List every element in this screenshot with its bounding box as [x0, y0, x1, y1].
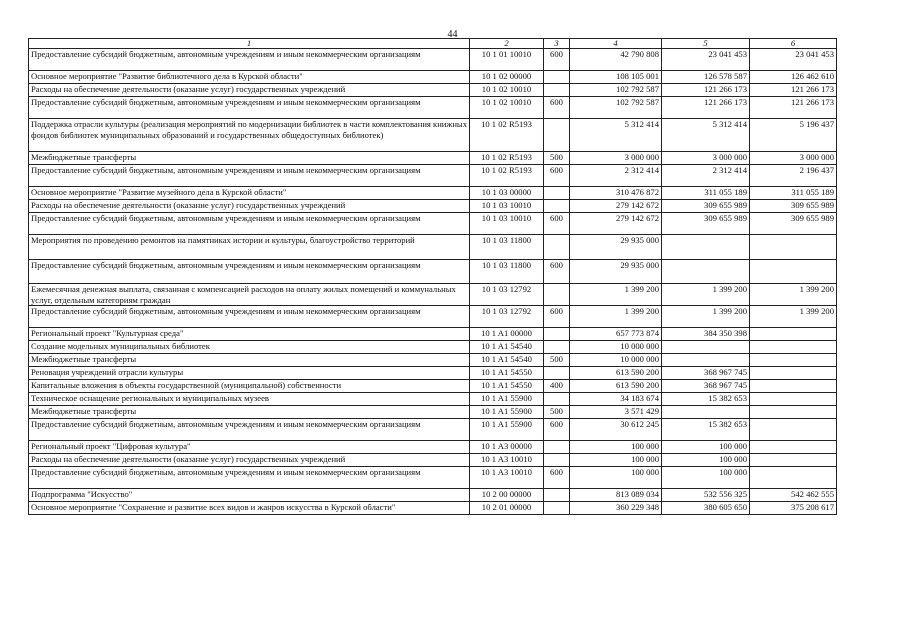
- row-value-1-cell: 5 312 414: [570, 119, 662, 152]
- row-name-cell: Межбюджетные трансферты: [29, 354, 470, 367]
- row-value-2-cell: 121 266 173: [662, 84, 750, 97]
- header-cell: 6: [750, 39, 837, 49]
- row-type-cell: [544, 441, 570, 454]
- table-row: [29, 306, 837, 328]
- row-type-cell: [544, 119, 570, 152]
- row-value-2-cell: 126 578 587: [662, 71, 750, 84]
- row-code-cell: 10 1 02 R5193: [470, 152, 544, 165]
- row-code-cell: 10 1 03 10010: [470, 213, 544, 235]
- row-value-2-cell: [662, 406, 750, 419]
- table-row: [29, 200, 837, 213]
- row-name-cell: Предоставление субсидий бюджетным, автономным учреждениям и иным некоммерческим организациям: [29, 306, 470, 328]
- row-code-cell: 10 1 02 R5193: [470, 165, 544, 187]
- row-code-cell: 10 2 01 00000: [470, 502, 544, 515]
- table-row: [29, 367, 837, 380]
- row-value-1-cell: 100 000: [570, 454, 662, 467]
- row-name-cell: Основное мероприятие "Развитие музейного дела в Курской области": [29, 187, 470, 200]
- row-code-cell: 10 1 A1 55900: [470, 419, 544, 441]
- row-value-2-cell: 532 556 325: [662, 489, 750, 502]
- row-value-2-cell: 1 399 200: [662, 284, 750, 306]
- row-value-3-cell: 2 196 437: [750, 165, 837, 187]
- row-name-cell: Предоставление субсидий бюджетным, автономным учреждениям и иным некоммерческим организациям: [29, 165, 470, 187]
- row-value-2-cell: 100 000: [662, 441, 750, 454]
- table-body: [29, 49, 837, 515]
- row-type-cell: 600: [544, 49, 570, 71]
- row-value-3-cell: [750, 441, 837, 454]
- table-row: [29, 119, 837, 152]
- row-type-cell: 600: [544, 306, 570, 328]
- row-value-3-cell: [750, 467, 837, 489]
- row-value-3-cell: 309 655 989: [750, 200, 837, 213]
- row-value-3-cell: 23 041 453: [750, 49, 837, 71]
- row-value-3-cell: 542 462 555: [750, 489, 837, 502]
- row-value-2-cell: [662, 354, 750, 367]
- row-value-1-cell: 1 399 200: [570, 306, 662, 328]
- header-cell: 5: [662, 39, 750, 49]
- header-cell: 3: [544, 39, 570, 49]
- row-name-cell: Ежемесячная денежная выплата, связанная с компенсацией расходов на оплату жилых помещений и коммунальных услуг, отдельным категориям граждан: [29, 284, 470, 306]
- table-row: [29, 213, 837, 235]
- row-value-2-cell: 2 312 414: [662, 165, 750, 187]
- row-name-cell: Предоставление субсидий бюджетным, автономным учреждениям и иным некоммерческим организациям: [29, 49, 470, 71]
- row-code-cell: 10 1 02 10010: [470, 97, 544, 119]
- row-value-1-cell: 279 142 672: [570, 213, 662, 235]
- row-value-2-cell: [662, 341, 750, 354]
- row-value-3-cell: [750, 367, 837, 380]
- row-value-3-cell: [750, 380, 837, 393]
- table-row: [29, 406, 837, 419]
- row-value-3-cell: 3 000 000: [750, 152, 837, 165]
- row-value-1-cell: 1 399 200: [570, 284, 662, 306]
- row-name-cell: Мероприятия по проведению ремонтов на памятниках истории и культуры, благоустройство территорий: [29, 235, 470, 260]
- row-code-cell: 10 1 A3 10010: [470, 467, 544, 489]
- row-value-1-cell: 310 476 872: [570, 187, 662, 200]
- row-name-cell: Предоставление субсидий бюджетным, автономным учреждениям и иным некоммерческим организациям: [29, 213, 470, 235]
- table-row: [29, 71, 837, 84]
- row-code-cell: 10 1 03 12792: [470, 306, 544, 328]
- row-value-3-cell: 309 655 989: [750, 213, 837, 235]
- row-value-1-cell: 29 935 000: [570, 235, 662, 260]
- row-value-2-cell: 100 000: [662, 467, 750, 489]
- row-value-1-cell: 108 105 001: [570, 71, 662, 84]
- row-code-cell: 10 1 03 10010: [470, 200, 544, 213]
- row-value-2-cell: [662, 260, 750, 284]
- row-value-3-cell: [750, 328, 837, 341]
- row-value-1-cell: 360 229 348: [570, 502, 662, 515]
- row-value-2-cell: 368 967 745: [662, 367, 750, 380]
- row-value-1-cell: 613 590 200: [570, 380, 662, 393]
- table-row: [29, 467, 837, 489]
- row-value-1-cell: 30 612 245: [570, 419, 662, 441]
- row-value-1-cell: 100 000: [570, 467, 662, 489]
- row-name-cell: Межбюджетные трансферты: [29, 406, 470, 419]
- row-value-1-cell: 813 089 034: [570, 489, 662, 502]
- row-value-2-cell: 380 605 650: [662, 502, 750, 515]
- row-type-cell: [544, 71, 570, 84]
- row-value-1-cell: 34 183 674: [570, 393, 662, 406]
- row-type-cell: 400: [544, 380, 570, 393]
- row-code-cell: 10 1 A1 54550: [470, 380, 544, 393]
- row-value-2-cell: 1 399 200: [662, 306, 750, 328]
- row-code-cell: 10 1 02 10010: [470, 84, 544, 97]
- table-row: [29, 235, 837, 260]
- row-value-2-cell: 384 350 398: [662, 328, 750, 341]
- table-row: [29, 97, 837, 119]
- row-value-3-cell: [750, 419, 837, 441]
- row-code-cell: 10 2 00 00000: [470, 489, 544, 502]
- row-value-2-cell: 121 266 173: [662, 97, 750, 119]
- row-value-1-cell: 102 792 587: [570, 84, 662, 97]
- row-name-cell: Региональный проект "Цифровая культура": [29, 441, 470, 454]
- row-value-2-cell: [662, 235, 750, 260]
- header-cell: 2: [470, 39, 544, 49]
- row-code-cell: 10 1 A1 55900: [470, 406, 544, 419]
- table-row: [29, 260, 837, 284]
- row-code-cell: 10 1 01 10010: [470, 49, 544, 71]
- row-name-cell: Предоставление субсидий бюджетным, автономным учреждениям и иным некоммерческим организациям: [29, 260, 470, 284]
- row-value-3-cell: 121 266 173: [750, 84, 837, 97]
- row-value-1-cell: 3 571 429: [570, 406, 662, 419]
- table-row: [29, 502, 837, 515]
- row-type-cell: [544, 502, 570, 515]
- row-name-cell: Реновация учреждений отрасли культуры: [29, 367, 470, 380]
- row-code-cell: 10 1 A1 54540: [470, 354, 544, 367]
- row-code-cell: 10 1 03 11800: [470, 260, 544, 284]
- row-code-cell: 10 1 03 00000: [470, 187, 544, 200]
- row-value-3-cell: 1 399 200: [750, 284, 837, 306]
- row-value-3-cell: 1 399 200: [750, 306, 837, 328]
- row-type-cell: 600: [544, 165, 570, 187]
- row-name-cell: Межбюджетные трансферты: [29, 152, 470, 165]
- row-value-1-cell: 657 773 874: [570, 328, 662, 341]
- row-type-cell: 500: [544, 406, 570, 419]
- row-value-2-cell: 15 382 653: [662, 419, 750, 441]
- row-value-3-cell: 5 196 437: [750, 119, 837, 152]
- table-row: [29, 341, 837, 354]
- row-value-2-cell: 23 041 453: [662, 49, 750, 71]
- row-value-3-cell: [750, 393, 837, 406]
- row-value-2-cell: 309 655 989: [662, 213, 750, 235]
- row-type-cell: [544, 489, 570, 502]
- row-name-cell: Основное мероприятие "Сохранение и развитие всех видов и жанров искусства в Курской области": [29, 502, 470, 515]
- row-value-2-cell: 100 000: [662, 454, 750, 467]
- row-value-3-cell: 126 462 610: [750, 71, 837, 84]
- row-value-2-cell: 5 312 414: [662, 119, 750, 152]
- row-name-cell: Предоставление субсидий бюджетным, автономным учреждениям и иным некоммерческим организациям: [29, 419, 470, 441]
- row-code-cell: 10 1 03 12792: [470, 284, 544, 306]
- row-value-1-cell: 3 000 000: [570, 152, 662, 165]
- row-type-cell: [544, 454, 570, 467]
- row-name-cell: Поддержка отрасли культуры (реализация мероприятий по модернизации библиотек в части комплектования книжных фондов библиотек муниципальных образований и государственных общедоступных библиотек): [29, 119, 470, 152]
- row-name-cell: Подпрограмма "Искусство": [29, 489, 470, 502]
- table-row: [29, 187, 837, 200]
- row-type-cell: 500: [544, 354, 570, 367]
- row-code-cell: 10 1 02 00000: [470, 71, 544, 84]
- row-code-cell: 10 1 A1 54550: [470, 367, 544, 380]
- row-name-cell: Расходы на обеспечение деятельности (оказание услуг) государственных учреждений: [29, 200, 470, 213]
- row-value-1-cell: 102 792 587: [570, 97, 662, 119]
- row-type-cell: [544, 328, 570, 341]
- row-value-2-cell: 309 655 989: [662, 200, 750, 213]
- row-value-3-cell: [750, 235, 837, 260]
- table-row: [29, 489, 837, 502]
- row-code-cell: 10 1 A1 54540: [470, 341, 544, 354]
- row-name-cell: Расходы на обеспечение деятельности (оказание услуг) государственных учреждений: [29, 84, 470, 97]
- header-row: [29, 39, 837, 49]
- row-type-cell: 600: [544, 419, 570, 441]
- table-row: [29, 354, 837, 367]
- table-row: [29, 380, 837, 393]
- row-value-3-cell: [750, 341, 837, 354]
- table-row: [29, 454, 837, 467]
- row-name-cell: Капитальные вложения в объекты государственной (муниципальной) собственности: [29, 380, 470, 393]
- row-value-1-cell: 29 935 000: [570, 260, 662, 284]
- row-value-1-cell: 10 000 000: [570, 354, 662, 367]
- row-value-3-cell: [750, 406, 837, 419]
- table-row: [29, 441, 837, 454]
- row-type-cell: [544, 200, 570, 213]
- row-name-cell: Региональный проект "Культурная среда": [29, 328, 470, 341]
- header-cell: 1: [29, 39, 470, 49]
- header-cell: 4: [570, 39, 662, 49]
- row-code-cell: 10 1 A3 00000: [470, 441, 544, 454]
- row-value-3-cell: [750, 454, 837, 467]
- row-value-3-cell: [750, 354, 837, 367]
- row-code-cell: 10 1 A1 00000: [470, 328, 544, 341]
- row-type-cell: 600: [544, 467, 570, 489]
- row-type-cell: 500: [544, 152, 570, 165]
- row-value-1-cell: 42 790 808: [570, 49, 662, 71]
- row-value-3-cell: 375 208 617: [750, 502, 837, 515]
- page-number: 44: [447, 29, 458, 40]
- row-type-cell: [544, 284, 570, 306]
- row-type-cell: 600: [544, 97, 570, 119]
- row-value-2-cell: 3 000 000: [662, 152, 750, 165]
- table-row: [29, 152, 837, 165]
- row-name-cell: Техническое оснащение региональных и муниципальных музеев: [29, 393, 470, 406]
- row-code-cell: 10 1 A1 55900: [470, 393, 544, 406]
- table-row: [29, 419, 837, 441]
- row-value-3-cell: [750, 260, 837, 284]
- row-name-cell: Основное мероприятие "Развитие библиотечного дела в Курской области": [29, 71, 470, 84]
- table-row: [29, 284, 837, 306]
- table-row: [29, 165, 837, 187]
- row-type-cell: [544, 84, 570, 97]
- row-name-cell: Предоставление субсидий бюджетным, автономным учреждениям и иным некоммерческим организациям: [29, 97, 470, 119]
- row-value-3-cell: 311 055 189: [750, 187, 837, 200]
- row-type-cell: 600: [544, 260, 570, 284]
- table-row: [29, 84, 837, 97]
- row-value-2-cell: 311 055 189: [662, 187, 750, 200]
- row-type-cell: [544, 341, 570, 354]
- table-row: [29, 393, 837, 406]
- row-type-cell: [544, 187, 570, 200]
- row-name-cell: Создание модельных муниципальных библиотек: [29, 341, 470, 354]
- row-value-1-cell: 100 000: [570, 441, 662, 454]
- row-name-cell: Расходы на обеспечение деятельности (оказание услуг) государственных учреждений: [29, 454, 470, 467]
- row-code-cell: 10 1 A3 10010: [470, 454, 544, 467]
- row-type-cell: 600: [544, 213, 570, 235]
- table-row: [29, 49, 837, 71]
- row-name-cell: Предоставление субсидий бюджетным, автономным учреждениям и иным некоммерческим организациям: [29, 467, 470, 489]
- row-value-1-cell: 279 142 672: [570, 200, 662, 213]
- budget-table: [28, 38, 837, 515]
- row-value-1-cell: 2 312 414: [570, 165, 662, 187]
- row-type-cell: [544, 367, 570, 380]
- row-value-1-cell: 10 000 000: [570, 341, 662, 354]
- row-code-cell: 10 1 02 R5193: [470, 119, 544, 152]
- row-value-1-cell: 613 590 200: [570, 367, 662, 380]
- row-code-cell: 10 1 03 11800: [470, 235, 544, 260]
- row-value-2-cell: 15 382 653: [662, 393, 750, 406]
- row-type-cell: [544, 235, 570, 260]
- table-row: [29, 328, 837, 341]
- row-value-3-cell: 121 266 173: [750, 97, 837, 119]
- row-type-cell: [544, 393, 570, 406]
- row-value-2-cell: 368 967 745: [662, 380, 750, 393]
